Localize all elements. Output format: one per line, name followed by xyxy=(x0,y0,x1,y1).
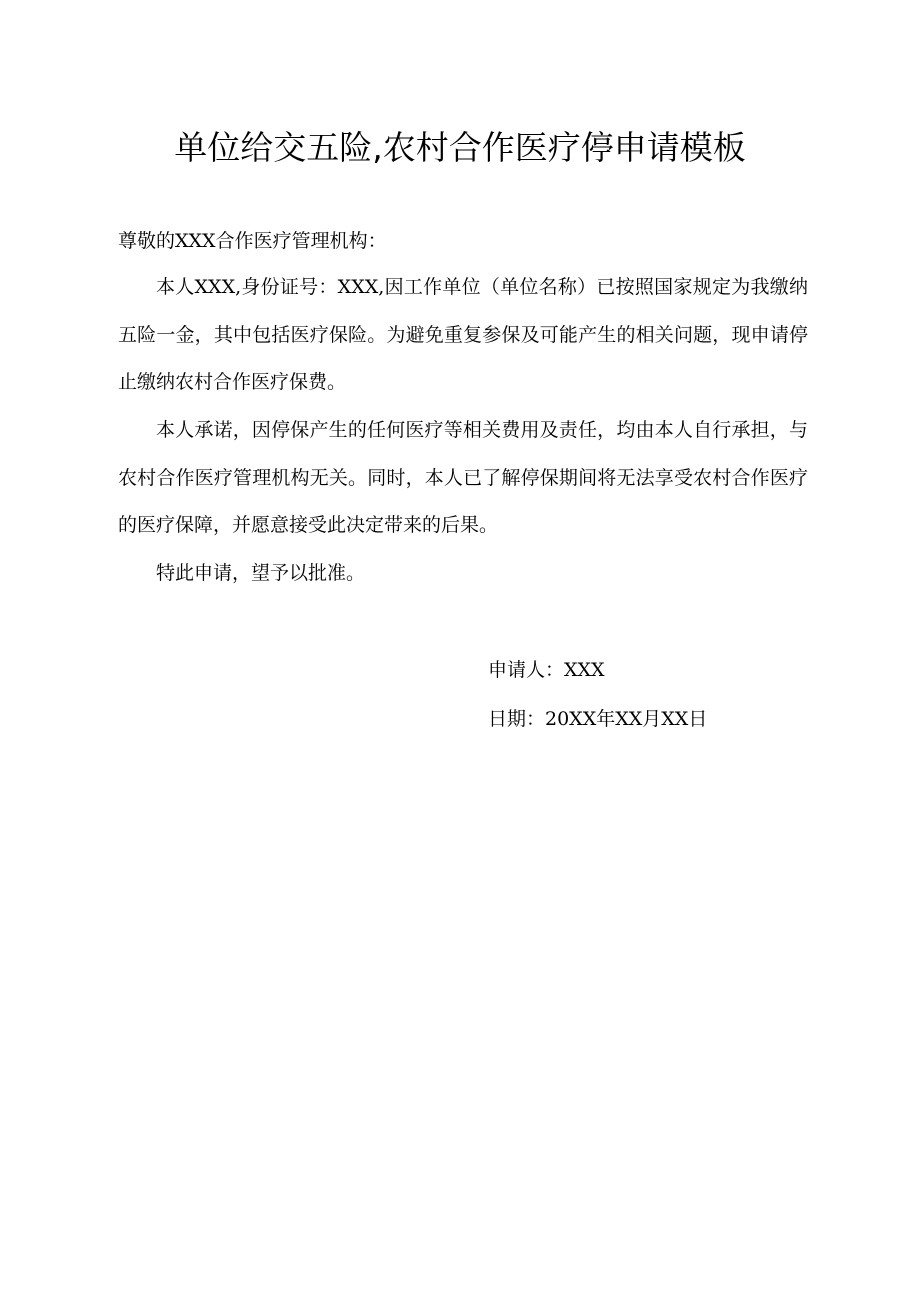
paragraph-3: 特此申请，望予以批准。 xyxy=(156,562,366,584)
application-date: 日期：20XX年XX月XX日 xyxy=(488,708,708,730)
document-title: 单位给交五险,农村合作医疗停申请模板 xyxy=(174,128,746,167)
applicant-signature: 申请人：XXX xyxy=(488,659,605,681)
paragraph-1: 本人XXX,身份证号：XXX,因工作单位（单位名称）已按照国家规定为我缴纳五险一金，其中包括医疗保险。为避免重复参保及可能产生的相关问题，现申请停止缴纳农村合作医疗保费。 xyxy=(118,276,808,393)
paragraph-2: 本人承诺，因停保产生的任何医疗等相关费用及责任，均由本人自行承担，与农村合作医疗管理机构无关。同时，本人已了解停保期间将无法享受农村合作医疗的医疗保障，并愿意接受此决定带来的后果。 xyxy=(118,419,808,536)
salutation: 尊敬的XXX合作医疗管理机构： xyxy=(118,230,387,252)
